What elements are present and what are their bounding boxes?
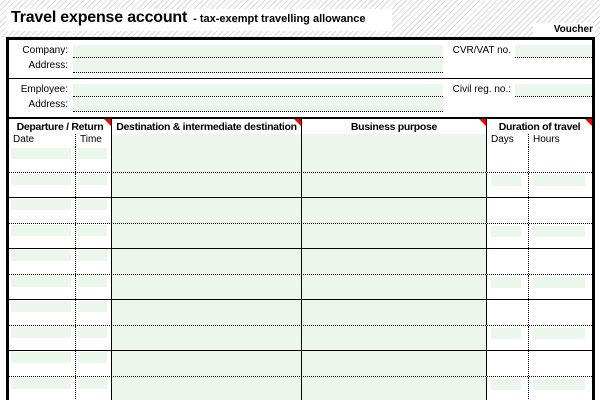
cell-hours[interactable] xyxy=(528,300,592,325)
cell-days[interactable] xyxy=(486,147,528,172)
company-field[interactable] xyxy=(73,45,443,58)
cell-hours[interactable] xyxy=(528,198,592,223)
cell-hours[interactable] xyxy=(528,351,592,376)
comment-marker-icon xyxy=(479,119,486,126)
cell-destination[interactable] xyxy=(111,147,301,172)
cell-time[interactable] xyxy=(75,198,111,223)
employee-row xyxy=(9,82,592,97)
cell-time[interactable] xyxy=(75,377,111,400)
subheader-days: Days xyxy=(486,134,528,147)
return-row xyxy=(9,325,592,350)
cell-days[interactable] xyxy=(486,377,528,400)
cell-time[interactable] xyxy=(75,147,111,172)
company-address-field[interactable] xyxy=(73,60,443,73)
company-row xyxy=(9,43,592,58)
subheader-time: Time xyxy=(75,134,111,147)
cell-hours[interactable] xyxy=(528,326,592,350)
company-label: Company: xyxy=(22,45,68,56)
form-box xyxy=(6,37,595,400)
cell-destination[interactable] xyxy=(111,351,301,376)
travel-entry-group xyxy=(9,248,592,299)
employee-label: Employee: xyxy=(20,84,68,95)
cell-date[interactable] xyxy=(9,377,75,400)
col-header-departure-return xyxy=(9,119,111,134)
employee-section xyxy=(9,79,592,117)
col-header-business-purpose xyxy=(301,119,486,134)
company-section xyxy=(9,40,592,79)
cell-destination[interactable] xyxy=(111,198,301,223)
col-header-destination xyxy=(111,119,301,134)
return-row xyxy=(9,172,592,197)
cell-time[interactable] xyxy=(75,300,111,325)
cell-destination[interactable] xyxy=(111,224,301,248)
table-body xyxy=(9,147,592,400)
cell-business-purpose[interactable] xyxy=(301,351,486,376)
cell-date[interactable] xyxy=(9,300,75,325)
cvr-vat-label: CVR/VAT no. xyxy=(452,45,511,56)
col-header-duration-label: Duration of travel xyxy=(498,120,581,133)
employee-address-field[interactable] xyxy=(73,99,443,112)
cell-days[interactable] xyxy=(486,224,528,248)
cell-days[interactable] xyxy=(486,300,528,325)
col-header-duration xyxy=(486,119,592,134)
subheader-destination-spacer xyxy=(111,134,301,147)
cell-hours[interactable] xyxy=(528,173,592,197)
cell-date[interactable] xyxy=(9,147,75,172)
cell-destination[interactable] xyxy=(111,249,301,274)
cell-hours[interactable] xyxy=(528,275,592,299)
employee-address-row xyxy=(9,97,592,112)
cell-days[interactable] xyxy=(486,326,528,350)
comment-marker-icon xyxy=(294,119,301,126)
voucher-label: Voucher xyxy=(533,23,595,37)
cell-business-purpose[interactable] xyxy=(301,173,486,197)
return-row xyxy=(9,223,592,248)
civil-reg-label: Civil reg. no.: xyxy=(452,84,511,95)
cell-hours[interactable] xyxy=(528,224,592,248)
cell-destination[interactable] xyxy=(111,326,301,350)
col-header-departure-return-label: Departure / Return xyxy=(16,120,104,133)
cell-business-purpose[interactable] xyxy=(301,224,486,248)
page-title-main: Travel expense account xyxy=(11,9,188,26)
cell-time[interactable] xyxy=(75,275,111,299)
cell-days[interactable] xyxy=(486,275,528,299)
col-header-destination-label: Destination & intermediate destination xyxy=(116,120,297,133)
departure-row xyxy=(9,351,592,376)
cell-hours[interactable] xyxy=(528,249,592,274)
cell-time[interactable] xyxy=(75,249,111,274)
cell-destination[interactable] xyxy=(111,275,301,299)
cell-business-purpose[interactable] xyxy=(301,300,486,325)
cell-days[interactable] xyxy=(486,173,528,197)
cell-days[interactable] xyxy=(486,351,528,376)
departure-row xyxy=(9,300,592,325)
cell-days[interactable] xyxy=(486,249,528,274)
page-title xyxy=(6,9,392,31)
subheader-hours: Hours xyxy=(528,134,592,147)
cell-date[interactable] xyxy=(9,224,75,248)
page-title-subtitle: - tax-exempt travelling allowance xyxy=(193,13,366,25)
cell-time[interactable] xyxy=(75,173,111,197)
cell-date[interactable] xyxy=(9,198,75,223)
cell-date[interactable] xyxy=(9,351,75,376)
cell-business-purpose[interactable] xyxy=(301,249,486,274)
cell-destination[interactable] xyxy=(111,173,301,197)
table-header-row xyxy=(9,117,592,134)
civil-reg-field[interactable] xyxy=(515,84,592,97)
subheader-date: Date xyxy=(13,134,35,145)
comment-marker-icon xyxy=(104,119,111,126)
employee-field[interactable] xyxy=(73,84,443,97)
cell-hours[interactable] xyxy=(528,147,592,172)
cell-date[interactable] xyxy=(9,249,75,274)
cell-date[interactable] xyxy=(9,326,75,350)
departure-row xyxy=(9,147,592,172)
travel-entry-group xyxy=(9,299,592,350)
cell-days[interactable] xyxy=(486,198,528,223)
table-subheader-row xyxy=(9,134,592,147)
cvr-vat-field[interactable] xyxy=(515,45,592,58)
cell-time[interactable] xyxy=(75,224,111,248)
employee-address-label: Address: xyxy=(28,99,68,110)
cell-destination[interactable] xyxy=(111,300,301,325)
cell-business-purpose[interactable] xyxy=(301,198,486,223)
comment-marker-icon xyxy=(585,119,592,126)
return-row xyxy=(9,274,592,299)
travel-entry-group xyxy=(9,147,592,197)
cell-business-purpose[interactable] xyxy=(301,147,486,172)
company-address-row xyxy=(9,58,592,73)
departure-row xyxy=(9,198,592,223)
cell-business-purpose[interactable] xyxy=(301,377,486,400)
cell-time[interactable] xyxy=(75,326,111,350)
cell-date[interactable] xyxy=(9,275,75,299)
cell-time[interactable] xyxy=(75,351,111,376)
cell-business-purpose[interactable] xyxy=(301,275,486,299)
cell-business-purpose[interactable] xyxy=(301,326,486,350)
subheader-business-spacer xyxy=(301,134,486,147)
departure-row xyxy=(9,249,592,274)
company-address-label: Address: xyxy=(28,60,68,71)
col-header-business-purpose-label: Business purpose xyxy=(350,120,438,133)
travel-entry-group xyxy=(9,197,592,248)
cell-hours[interactable] xyxy=(528,377,592,400)
cell-destination[interactable] xyxy=(111,377,301,400)
travel-entry-group xyxy=(9,350,592,400)
cell-date[interactable] xyxy=(9,173,75,197)
return-row xyxy=(9,376,592,400)
